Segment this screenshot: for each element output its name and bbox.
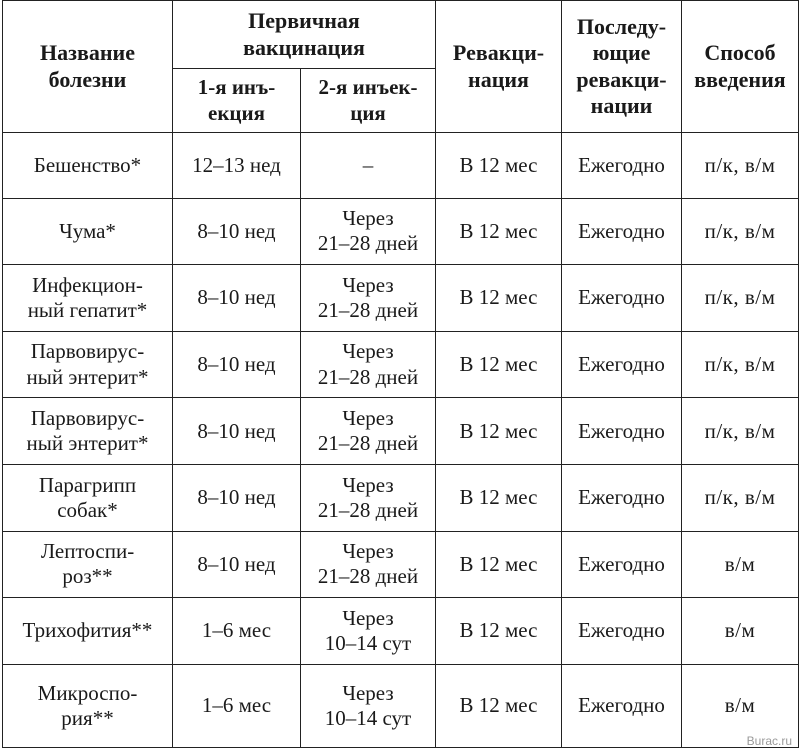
subsequent-revaccination-cell: Ежегодно	[562, 598, 682, 665]
administration-route-cell: п/к, в/м	[682, 265, 799, 332]
subsequent-revaccination-cell: Ежегодно	[562, 398, 682, 465]
revaccination-cell: В 12 мес	[436, 664, 562, 747]
first-injection-cell: 8–10 нед	[173, 531, 301, 598]
first-injection-cell: 1–6 мес	[173, 664, 301, 747]
table-row	[3, 133, 799, 199]
disease-cell: Бешенство*	[3, 133, 173, 199]
header-revaccination: Ревакци- нация	[436, 1, 562, 133]
second-injection-cell: Через 21–28 дней	[301, 398, 436, 465]
subsequent-revaccination-cell: Ежегодно	[562, 331, 682, 398]
disease-cell: Трихофития**	[3, 598, 173, 665]
table-row	[3, 664, 799, 747]
table-row	[3, 398, 799, 465]
first-injection-cell: 8–10 нед	[173, 464, 301, 531]
first-injection-cell: 8–10 нед	[173, 198, 301, 265]
header-first-injection: 1-я инъ- екция	[173, 69, 301, 133]
revaccination-cell: В 12 мес	[436, 265, 562, 332]
revaccination-cell: В 12 мес	[436, 198, 562, 265]
disease-cell: Парагрипп собак*	[3, 464, 173, 531]
disease-cell: Лептоспи- роз**	[3, 531, 173, 598]
subsequent-revaccination-cell: Ежегодно	[562, 464, 682, 531]
disease-cell: Парвовирус- ный энтерит*	[3, 331, 173, 398]
header-administration-route: Способ введения	[682, 1, 799, 133]
administration-route-cell: п/к, в/м	[682, 398, 799, 465]
second-injection-cell: –	[301, 133, 436, 199]
header-second-injection: 2-я инъек- ция	[301, 69, 436, 133]
table-row	[3, 464, 799, 531]
second-injection-cell: Через 21–28 дней	[301, 464, 436, 531]
header-primary-vaccination: Первичная вакцинация	[173, 1, 436, 69]
revaccination-cell: В 12 мес	[436, 398, 562, 465]
disease-cell: Микроспо- рия**	[3, 664, 173, 747]
subsequent-revaccination-cell: Ежегодно	[562, 664, 682, 747]
second-injection-cell: Через 21–28 дней	[301, 531, 436, 598]
second-injection-cell: Через 21–28 дней	[301, 198, 436, 265]
revaccination-cell: В 12 мес	[436, 531, 562, 598]
administration-route-cell: п/к, в/м	[682, 133, 799, 199]
revaccination-cell: В 12 мес	[436, 331, 562, 398]
revaccination-cell: В 12 мес	[436, 464, 562, 531]
table-body	[3, 133, 799, 748]
administration-route-cell: в/м	[682, 664, 799, 747]
second-injection-cell: Через 10–14 сут	[301, 664, 436, 747]
second-injection-cell: Через 21–28 дней	[301, 331, 436, 398]
subsequent-revaccination-cell: Ежегодно	[562, 133, 682, 199]
revaccination-cell: В 12 мес	[436, 133, 562, 199]
header-subsequent-revaccinations: Последу- ющие ревакци- нации	[562, 1, 682, 133]
subsequent-revaccination-cell: Ежегодно	[562, 265, 682, 332]
administration-route-cell: п/к, в/м	[682, 198, 799, 265]
first-injection-cell: 12–13 нед	[173, 133, 301, 199]
table-row	[3, 598, 799, 665]
table-row	[3, 531, 799, 598]
first-injection-cell: 8–10 нед	[173, 398, 301, 465]
administration-route-cell: п/к, в/м	[682, 464, 799, 531]
administration-route-cell: в/м	[682, 598, 799, 665]
table-row	[3, 265, 799, 332]
first-injection-cell: 1–6 мес	[173, 598, 301, 665]
second-injection-cell: Через 21–28 дней	[301, 265, 436, 332]
watermark: Burac.ru	[746, 734, 792, 748]
subsequent-revaccination-cell: Ежегодно	[562, 198, 682, 265]
disease-cell: Инфекцион- ный гепатит*	[3, 265, 173, 332]
table-row	[3, 198, 799, 265]
header-disease: Название болезни	[3, 1, 173, 133]
table-row	[3, 331, 799, 398]
disease-cell: Чума*	[3, 198, 173, 265]
vaccination-table	[2, 0, 799, 748]
first-injection-cell: 8–10 нед	[173, 265, 301, 332]
administration-route-cell: п/к, в/м	[682, 331, 799, 398]
subsequent-revaccination-cell: Ежегодно	[562, 531, 682, 598]
disease-cell: Парвовирус- ный энтерит*	[3, 398, 173, 465]
administration-route-cell: в/м	[682, 531, 799, 598]
first-injection-cell: 8–10 нед	[173, 331, 301, 398]
revaccination-cell: В 12 мес	[436, 598, 562, 665]
second-injection-cell: Через 10–14 сут	[301, 598, 436, 665]
